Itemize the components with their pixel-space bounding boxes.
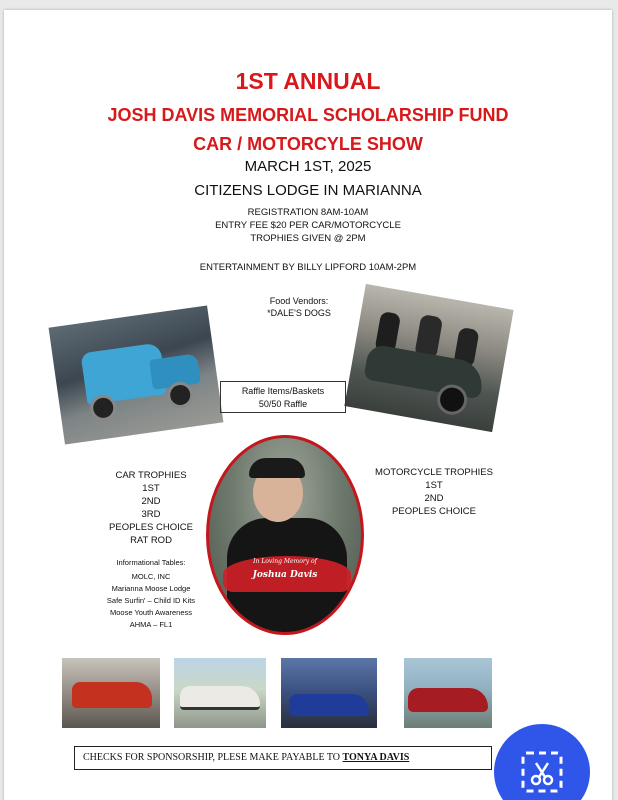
motorcycle-group-photo: [344, 284, 513, 432]
info-item: Moose Youth Awareness: [109, 608, 192, 617]
info-heading: Informational Tables:: [116, 558, 186, 567]
raffle-box: [220, 381, 346, 413]
car-trophy-item: PEOPLES CHOICE: [109, 522, 193, 533]
info-item: Marianna Moose Lodge: [111, 584, 191, 593]
car-trophy-item: 3RD: [141, 509, 161, 520]
motorcycle-trophies: [374, 466, 494, 518]
moto-trophies-heading: MOTORCYCLE TROPHIES: [375, 467, 493, 478]
car-trophies-heading: CAR TROPHIES: [115, 470, 187, 481]
title-annual: 1ST ANNUAL: [235, 68, 381, 94]
event-location: CITIZENS LODGE IN MARIANNA: [194, 182, 422, 199]
car-trophy-item: 1ST: [142, 483, 160, 494]
info-item: AHMA – FL1: [129, 620, 173, 629]
event-date: MARCH 1ST, 2025: [244, 158, 372, 175]
title-show: CAR / MOTORCYLE SHOW: [193, 134, 423, 154]
memorial-name: Joshua Davis: [252, 570, 318, 580]
raffle-items: Raffle Items/Baskets: [241, 386, 325, 396]
car-trophies: [96, 469, 206, 547]
footer-payee: TONYA DAVIS: [342, 752, 410, 763]
memorial-caption: In Loving Memory of: [253, 558, 317, 565]
red-motorcycle-photo: [404, 658, 492, 728]
food-vendor: *DALE'S DOGS: [267, 308, 331, 318]
registration-text: REGISTRATION 8AM-10AM: [247, 207, 369, 218]
memorial-portrait: [206, 435, 364, 635]
info-item: MOLC, INC: [131, 572, 171, 581]
moto-trophy-item: 2ND: [424, 493, 444, 504]
car-trophy-item: RAT ROD: [130, 535, 172, 546]
moto-trophy-item: PEOPLES CHOICE: [392, 506, 476, 517]
raffle-5050: 50/50 Raffle: [258, 399, 308, 409]
trophies-time-text: TROPHIES GIVEN @ 2PM: [250, 233, 366, 244]
blue-motorcycle-photo: [281, 658, 377, 728]
footer-text: CHECKS FOR SPONSORSHIP, PLESE MAKE PAYABLE TO: [83, 752, 343, 763]
sponsorship-footer: [74, 746, 492, 770]
entertainment-text: ENTERTAINMENT BY BILLY LIPFORD 10AM-2PM: [199, 262, 417, 273]
car-trophy-item: 2ND: [141, 496, 161, 507]
moto-trophy-item: 1ST: [425, 480, 443, 491]
white-classic-car-photo: [174, 658, 266, 728]
food-vendors: [234, 295, 364, 319]
scissors-crop-icon: [520, 750, 564, 794]
info-item: Safe Surfin' – Child ID Kits: [106, 596, 196, 605]
food-label: Food Vendors:: [269, 296, 329, 306]
title-fund: JOSH DAVIS MEMORIAL SCHOLARSHIP FUND: [107, 105, 509, 125]
entry-fee-text: ENTRY FEE $20 PER CAR/MOTORCYCLE: [215, 220, 401, 231]
hot-rod-photo: [49, 305, 224, 444]
event-details: [4, 206, 612, 245]
red-muscle-car-photo: [62, 658, 160, 728]
flyer-page: [4, 10, 612, 800]
informational-tables: [86, 557, 216, 631]
